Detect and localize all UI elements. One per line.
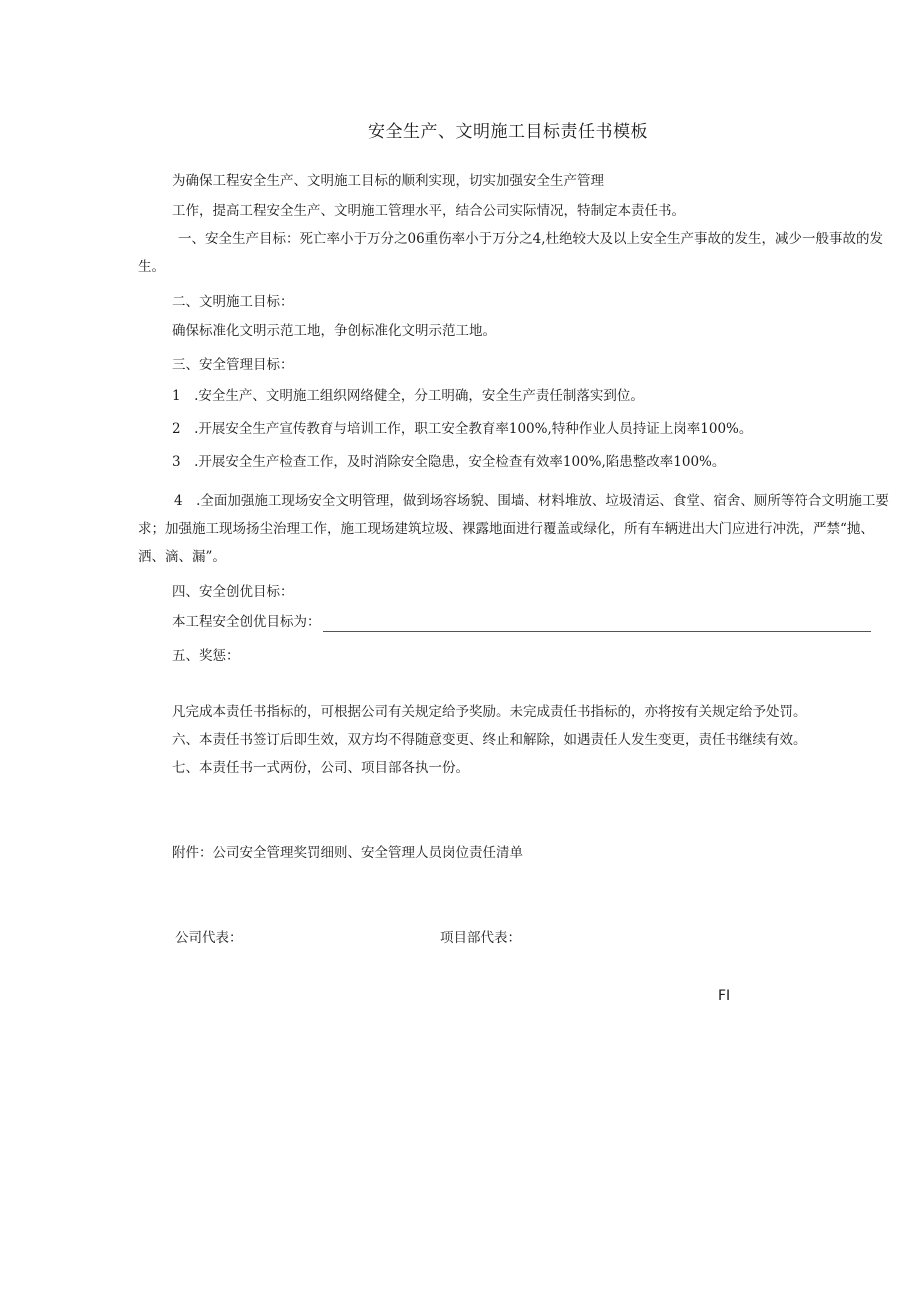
section-3-item-3: 3 .开展安全生产检查工作，及时消除安全隐患，安全检查有效率100%,陷患整改率100%。 <box>172 454 726 470</box>
section-7: 七、本责任书一式两份，公司、项目部各执一份。 <box>172 760 469 776</box>
section-5-body: 凡完成本责任书指标的，可根据公司有关规定给予奖励。未完成责任书指标的，亦将按有关规定给予处罚。 <box>172 704 807 720</box>
section-6: 六、本责任书签订后即生效，双方均不得随意变更、终止和解除，如遇责任人发生变更，责任书继续有效。 <box>172 732 807 748</box>
section-2-heading: 二、文明施工目标： <box>172 294 294 310</box>
section-3-item-4: 4 .全面加强施工现场安全文明管理，做到场容场貌、围墙、材料堆放、垃圾清运、食堂、宿舍、厕所等符合文明施工要求；加强施工现场扬尘治理工作，施工现场建筑垃圾、裸露地面进行覆盖或绿化，所有车辆进出大门应进行冲洗，严禁“抛、洒、滴、漏”。 <box>138 493 889 565</box>
safety-award-target-field[interactable] <box>323 617 871 632</box>
section-4-body: 本工程安全创优目标为： <box>172 614 321 630</box>
section-2-body: 确保标准化文明示范工地，争创标准化文明示范工地。 <box>172 323 496 339</box>
attachment-note: 附件：公司安全管理奖罚细则、安全管理人员岗位责任清单 <box>172 845 523 861</box>
section-1-safety-goal: 一、安全生产目标：死亡率小于万分之06重伤率小于万分之4,杜绝较大及以上安全生产事故的发生，减少一般事故的发生。 <box>138 231 884 275</box>
section-3-item-1: 1 .安全生产、文明施工组织网络健全，分工明确，安全生产责任制落实到位。 <box>172 388 644 404</box>
section-4-line <box>172 612 871 632</box>
section-4-heading: 四、安全创优目标： <box>172 584 294 600</box>
section-5-heading: 五、奖惩： <box>172 648 240 664</box>
section-3-heading: 三、安全管理目标： <box>172 357 294 373</box>
footer-mark: FI <box>718 988 731 1004</box>
document-title: 安全生产、文明施工目标责任书模板 <box>368 122 648 142</box>
intro-line-2: 工作，提高工程安全生产、文明施工管理水平，结合公司实际情况，特制定本责任书。 <box>172 203 685 219</box>
company-representative-label: 公司代表： <box>175 930 243 946</box>
project-representative-label: 项目部代表： <box>440 930 521 946</box>
section-3-item-2: 2 .开展安全生产宣传教育与培训工作，职工安全教育率100%,特种作业人员持证上岗率100%。 <box>172 421 753 437</box>
intro-line-1: 为确保工程安全生产、文明施工目标的顺利实现，切实加强安全生产管理 <box>172 173 604 189</box>
